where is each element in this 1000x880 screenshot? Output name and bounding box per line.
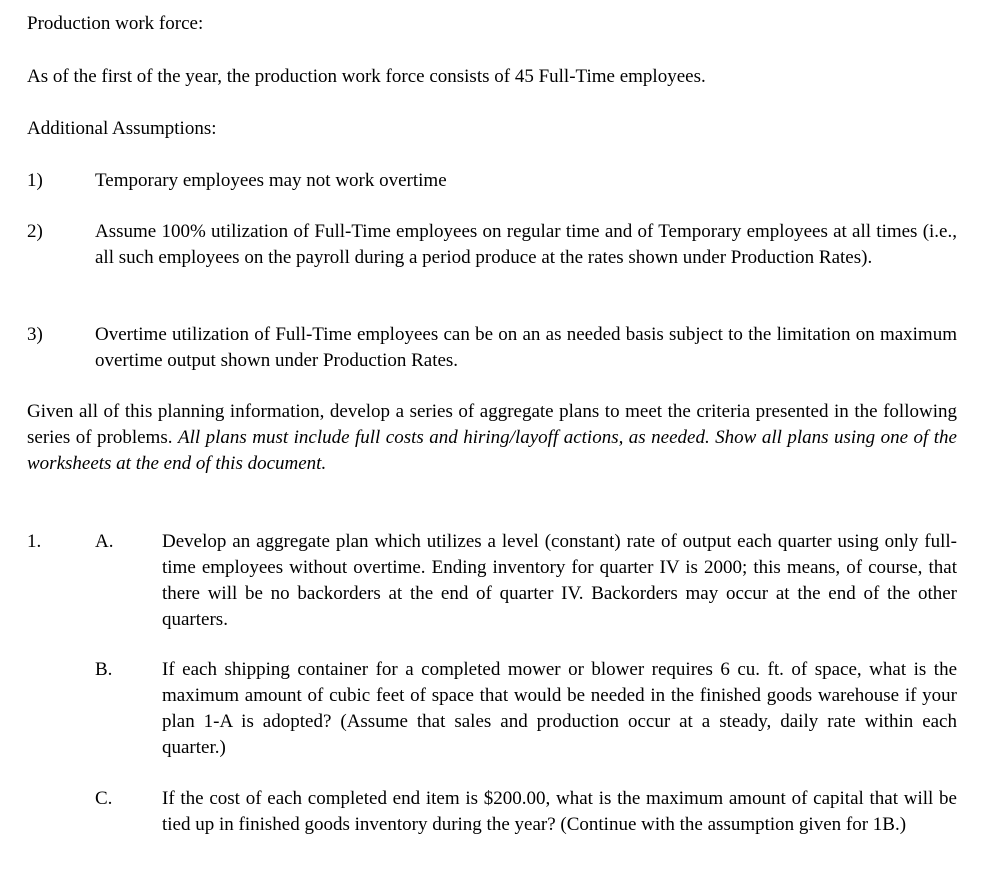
problem-number: 1. — [27, 531, 42, 552]
problem-part-letter: B. — [95, 659, 113, 680]
problem-part-text: If the cost of each completed end item is $200.00, what is the maximum amount of capital that will be tied up in finished goods inventory during the year? (Continue with the assumption given for 1B.) — [162, 788, 957, 835]
problem-part-letter: A. — [95, 531, 114, 552]
assumption-text: Temporary employees may not work overtime — [95, 170, 447, 191]
instructions-paragraph — [27, 399, 957, 477]
problem-part-letter: C. — [95, 788, 113, 809]
assumption-number: 3) — [27, 324, 43, 345]
section-heading: Production work force: — [27, 13, 204, 34]
assumption-text: Overtime utilization of Full-Time employees can be on an as needed basis subject to the limitation on maximum overtime output shown under Production Rates. — [95, 324, 957, 371]
assumption-number: 1) — [27, 170, 43, 191]
intro-paragraph: As of the first of the year, the production work force consists of 45 Full-Time employees. — [27, 66, 706, 87]
problem-part-text: If each shipping container for a completed mower or blower requires 6 cu. ft. of space, what is the maximum amount of cubic feet of space that would be needed in the finished goods warehouse if your plan 1-A is adopted? (Assume that sales and production occur at a steady, daily rate within each quarter.) — [162, 659, 957, 758]
assumption-number: 2) — [27, 221, 43, 242]
assumption-text: Assume 100% utilization of Full-Time employees on regular time and of Temporary employees at all times (i.e., all such employees on the payroll during a period produce at the rates shown under Production Rates). — [95, 221, 957, 268]
instructions-text: Given all of this planning information, develop a series of aggregate plans to meet the criteria presented in the following series of problems. — [27, 401, 957, 448]
problem-part-text: Develop an aggregate plan which utilizes a level (constant) rate of output each quarter using only full-time employees without overtime. Ending inventory for quarter IV is 2000; this means, of course, that there will be no backorders at the end of quarter IV. Backorders may occur at the end of the other quarters. — [162, 531, 957, 630]
assumptions-heading: Additional Assumptions: — [27, 118, 217, 139]
instructions-emphasis: All plans must include full costs and hiring/layoff actions, as needed. Show all plans using one of the worksheets at the end of this document. — [27, 427, 957, 474]
